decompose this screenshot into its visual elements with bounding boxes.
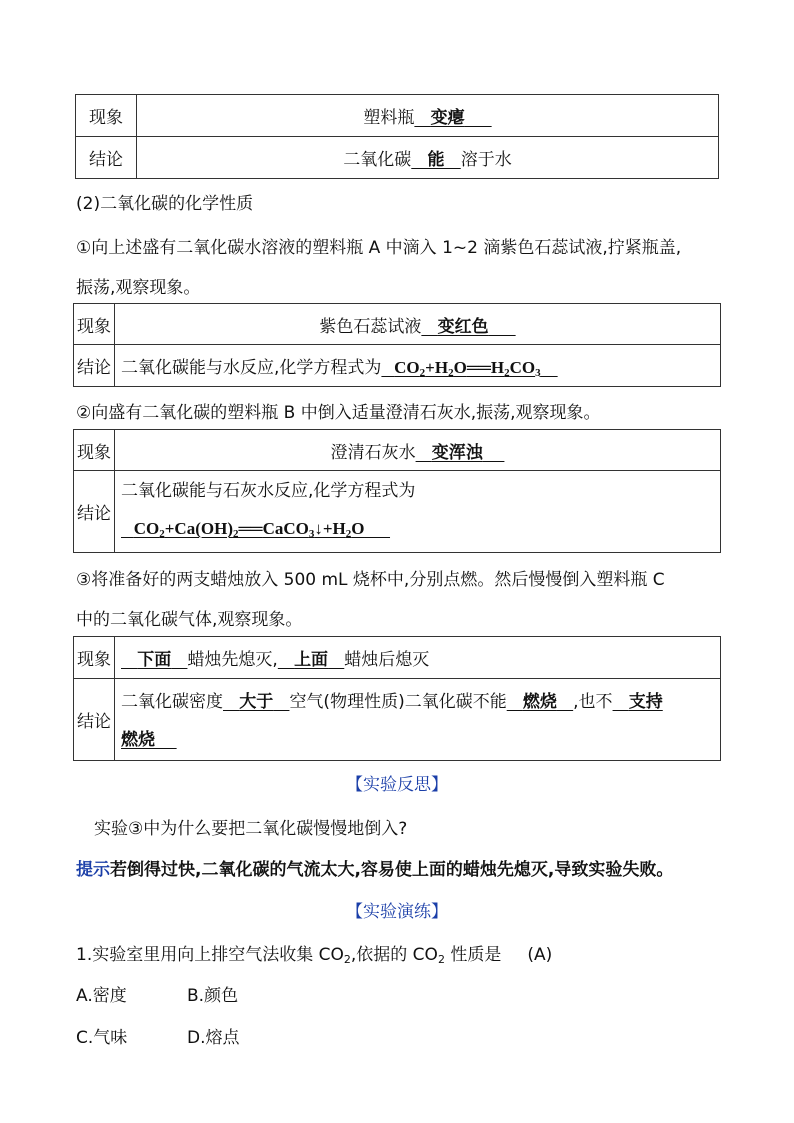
hint <box>76 855 673 880</box>
hint-label: 提示 <box>76 860 110 880</box>
table-4 <box>73 636 721 761</box>
step-2: ②向盛有二氧化碳的塑料瓶 B 中倒入适量澄清石灰水,振荡,观察现象。 <box>76 403 601 423</box>
reflection-question: 实验③中为什么要把二氧化碳慢慢地倒入? <box>94 819 408 839</box>
eq-part: H <box>490 357 505 377</box>
answer-text: 变瘪 <box>430 108 465 128</box>
answer-text: 支持 <box>628 691 663 712</box>
equation-blank <box>381 358 557 377</box>
table-1 <box>75 94 719 179</box>
stem-sub: 2 <box>437 953 445 966</box>
answer-text: 上面 <box>294 650 329 670</box>
step-1-line-1: ①向上述盛有二氧化碳水溶液的塑料瓶 A 中滴入 1~2 滴紫色石蕊试液,拧紧瓶盖, <box>76 238 682 258</box>
table-3 <box>73 429 721 553</box>
answer-blank <box>121 730 177 750</box>
answer-blank <box>121 650 187 670</box>
text-mid: 蜡烛先熄灭, <box>187 650 278 670</box>
hint-text: 若倒得过快,二氧化碳的气流太大,容易使上面的蜡烛先熄灭,导致实验失败。 <box>110 860 674 880</box>
eq-part: ↓+H <box>314 519 346 538</box>
step-3-line-1: ③将准备好的两支蜡烛放入 500 mL 烧杯中,分别点燃。然后慢慢倒入塑料瓶 C <box>76 570 665 590</box>
equation-blank <box>121 519 390 538</box>
stem-part: 1.实验室里用向上排空气法收集 CO <box>76 945 344 965</box>
eq-arrow: ══ <box>466 357 491 377</box>
table-1-label-phenomenon: 现象 <box>76 95 137 137</box>
eq-arrow: ══ <box>238 519 263 538</box>
text-prefix: 紫色石蕊试液 <box>319 316 422 337</box>
question-1-stem <box>76 940 552 966</box>
text-prefix: 塑料瓶 <box>363 108 415 128</box>
eq-sub: 2 <box>232 528 239 540</box>
option-a: A.密度 <box>76 986 127 1006</box>
step-3-line-2: 中的二氧化碳气体,观察现象。 <box>76 610 303 630</box>
eq-sub: 3 <box>308 528 315 540</box>
question-1-answer: (A) <box>527 945 553 965</box>
text: 二氧化碳密度 <box>121 691 223 712</box>
answer-blank <box>421 317 515 337</box>
answer-blank <box>411 150 460 170</box>
practice-heading: 【实验演练】 <box>346 902 448 922</box>
text-suffix: 溶于水 <box>460 150 512 170</box>
answer-text: 能 <box>427 150 445 170</box>
eq-part: +Ca(OH) <box>164 519 233 538</box>
text: 空气(物理性质)二氧化碳不能 <box>289 691 507 712</box>
table-1-label-conclusion: 结论 <box>76 137 137 179</box>
table-3-label-conclusion: 结论 <box>74 471 115 553</box>
answer-text: 大于 <box>239 691 274 712</box>
stem-sub: 2 <box>343 953 351 966</box>
eq-part: CO <box>133 519 160 538</box>
stem-part: ,依据的 CO <box>350 945 438 965</box>
table-3-conclusion <box>115 471 721 553</box>
table-1-phenomenon <box>137 95 719 137</box>
table-3-phenomenon <box>115 430 721 471</box>
text-prefix: 澄清石灰水 <box>330 442 416 463</box>
answer-text: 变红色 <box>437 316 489 337</box>
text-prefix: 二氧化碳能与水反应,化学方程式为 <box>121 357 382 378</box>
table-4-phenomenon <box>115 637 721 679</box>
table-4-label-conclusion: 结论 <box>74 679 115 761</box>
table-2-phenomenon <box>115 304 721 345</box>
eq-part: CO <box>509 357 536 377</box>
section-2-title: (2)二氧化碳的化学性质 <box>76 194 254 214</box>
eq-sub: 2 <box>419 366 426 379</box>
option-b: B.颜色 <box>187 986 239 1006</box>
table-2-label-phenomenon: 现象 <box>74 304 115 345</box>
conclusion-line: 二氧化碳能与石灰水反应,化学方程式为 <box>121 481 416 501</box>
table-3-label-phenomenon: 现象 <box>74 430 115 471</box>
eq-part: CaCO <box>262 519 309 538</box>
answer-text: 下面 <box>137 650 172 670</box>
table-2-label-conclusion: 结论 <box>74 345 115 387</box>
table-2 <box>73 303 721 387</box>
table-4-label-phenomenon: 现象 <box>74 637 115 679</box>
answer-blank <box>223 692 289 712</box>
eq-sub: 2 <box>504 366 510 379</box>
option-d: D.熔点 <box>187 1028 240 1048</box>
step-1-line-2: 振荡,观察现象。 <box>76 278 201 298</box>
eq-sub: 2 <box>159 528 165 540</box>
text-suffix: 蜡烛后熄灭 <box>344 650 430 670</box>
text: ,也不 <box>573 691 613 712</box>
answer-blank <box>278 650 344 670</box>
table-1-conclusion <box>137 137 719 179</box>
eq-sub: 2 <box>345 528 352 540</box>
answer-blank <box>613 692 663 712</box>
eq-sub: 3 <box>535 366 541 379</box>
option-c: C.气味 <box>76 1028 128 1048</box>
eq-part: +H <box>425 357 449 377</box>
stem-part: 性质是 <box>444 945 502 965</box>
answer-blank <box>507 692 573 712</box>
reflection-heading: 【实验反思】 <box>346 775 448 795</box>
eq-part: O <box>351 519 365 538</box>
eq-part: CO <box>394 357 420 377</box>
answer-text: 燃烧 <box>522 691 557 712</box>
text-prefix: 二氧化碳 <box>343 150 412 170</box>
answer-blank <box>416 443 505 463</box>
answer-text: 变浑浊 <box>431 442 483 463</box>
table-4-conclusion <box>115 679 721 761</box>
table-2-conclusion <box>115 345 721 387</box>
answer-blank <box>414 108 491 128</box>
answer-text: 燃烧 <box>121 729 155 750</box>
eq-sub: 2 <box>448 366 454 379</box>
eq-part: O <box>453 357 467 377</box>
